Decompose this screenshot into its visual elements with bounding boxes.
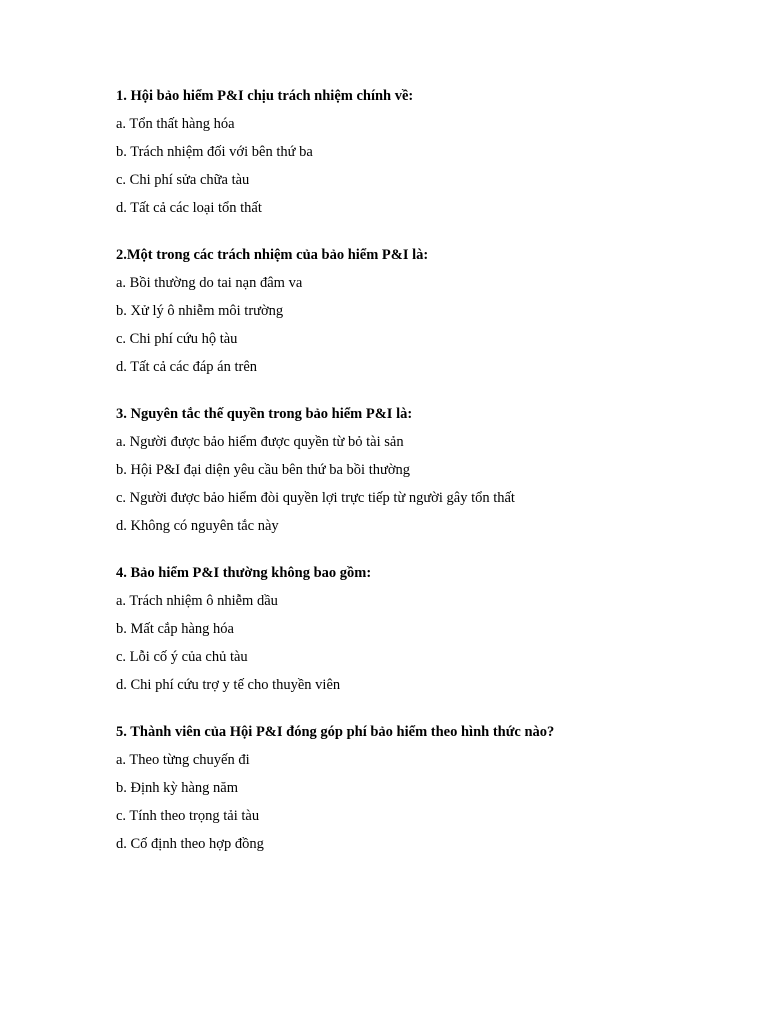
answer-option-b: b. Xử lý ô nhiễm môi trường xyxy=(116,303,284,319)
question-title: 4. Bảo hiểm P&I thường không bao gồm: xyxy=(116,565,372,581)
answer-option-b: b. Mất cắp hàng hóa xyxy=(116,621,234,637)
answer-option-d: d. Tất cả các loại tổn thất xyxy=(116,200,262,216)
answer-option-d: d. Tất cả các đáp án trên xyxy=(116,359,258,375)
question-2 xyxy=(116,245,736,377)
answer-option-b: b. Hội P&I đại diện yêu cầu bên thứ ba bồi thường xyxy=(116,462,411,478)
question-3 xyxy=(116,404,736,536)
question-title: 1. Hội bảo hiểm P&I chịu trách nhiệm chính về: xyxy=(116,88,414,104)
answer-option-c: c. Lỗi cố ý của chủ tàu xyxy=(116,649,248,665)
answer-option-c: c. Chi phí cứu hộ tàu xyxy=(116,331,238,347)
answer-option-a: a. Người được bảo hiểm được quyền từ bỏ tài sản xyxy=(116,434,404,450)
answer-option-a: a. Tổn thất hàng hóa xyxy=(116,116,235,132)
answer-option-a: a. Theo từng chuyến đi xyxy=(116,752,250,768)
answer-option-b: b. Định kỳ hàng năm xyxy=(116,780,239,796)
question-title: 2.Một trong các trách nhiệm của bảo hiểm P&I là: xyxy=(116,247,429,263)
question-title: 3. Nguyên tắc thế quyền trong bảo hiểm P&I là: xyxy=(116,406,413,422)
question-1 xyxy=(116,86,736,218)
document-page xyxy=(116,86,736,881)
answer-option-d: d. Không có nguyên tắc này xyxy=(116,518,279,534)
answer-option-d: d. Chi phí cứu trợ y tế cho thuyền viên xyxy=(116,677,341,693)
question-title: 5. Thành viên của Hội P&I đóng góp phí bảo hiểm theo hình thức nào? xyxy=(116,724,555,740)
answer-option-c: c. Tính theo trọng tải tàu xyxy=(116,808,260,824)
question-5 xyxy=(116,722,736,854)
answer-option-b: b. Trách nhiệm đối với bên thứ ba xyxy=(116,144,313,160)
answer-option-c: c. Người được bảo hiểm đòi quyền lợi trực tiếp từ người gây tổn thất xyxy=(116,490,515,506)
answer-option-a: a. Trách nhiệm ô nhiễm dầu xyxy=(116,593,278,609)
question-4 xyxy=(116,563,736,695)
answer-option-d: d. Cố định theo hợp đồng xyxy=(116,836,264,852)
answer-option-a: a. Bồi thường do tai nạn đâm va xyxy=(116,275,303,291)
answer-option-c: c. Chi phí sửa chữa tàu xyxy=(116,172,250,188)
